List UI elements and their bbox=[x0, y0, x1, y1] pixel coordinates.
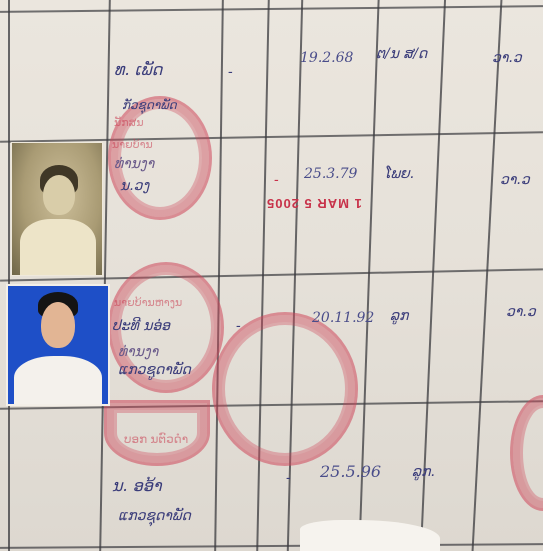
row2-signature: ນ.ວງ bbox=[120, 178, 150, 194]
row3-role: ແກວຊູດາພັດ bbox=[118, 362, 191, 378]
row1-status: ວາ.ວ bbox=[492, 50, 522, 66]
grid-line-horizontal bbox=[0, 5, 543, 13]
blue-portrait-photo bbox=[6, 284, 110, 406]
grid-line-vertical bbox=[472, 0, 503, 551]
old-portrait-photo bbox=[11, 142, 103, 276]
row1-date: 19.2.68 bbox=[300, 50, 354, 66]
row4-code: ລູກ. bbox=[412, 464, 435, 480]
portrait-shirt bbox=[14, 356, 102, 404]
portrait-shirt bbox=[20, 219, 96, 276]
row4-name: ນ. ອອ້າ bbox=[112, 476, 162, 495]
row2-dash: - bbox=[274, 172, 279, 188]
row3-name: ປະທີ ນອ່ອ bbox=[112, 318, 171, 334]
red-stamp-circle bbox=[212, 312, 358, 466]
row1-role-line2: ນັກສນ bbox=[114, 117, 144, 129]
row4-date: 25.5.96 bbox=[320, 462, 382, 481]
row2-date: 25.3.79 bbox=[304, 166, 358, 182]
row2-code: ໂພຍ. bbox=[384, 166, 415, 182]
row3-stamp-side: ນາຍບ້ານຫາງນ bbox=[114, 297, 183, 309]
row1-role-line1: ກັວຊຸດາພັດ bbox=[122, 98, 177, 112]
row2-date-stamp: 1 MAR 5 2005 bbox=[266, 196, 362, 211]
grid-line-horizontal bbox=[0, 543, 543, 549]
row1-code: ຕ/ນ ສ/ດ bbox=[376, 46, 428, 62]
row3-status: ວາ.ວ bbox=[506, 304, 536, 320]
row1-name: ທ. ເພັດ bbox=[114, 60, 163, 79]
row3-office: ທ່ານງາ bbox=[118, 344, 159, 360]
portrait-face bbox=[43, 175, 75, 215]
row1-dash: - bbox=[228, 64, 233, 80]
row2-stamp-side: ນາຍບ້ານ bbox=[112, 139, 153, 151]
row2-office: ທ່ານງາ bbox=[114, 156, 155, 172]
row4-role: ແກວຊຸດາພັດ bbox=[118, 508, 191, 524]
grid-line-vertical bbox=[8, 0, 10, 551]
portrait-face bbox=[41, 302, 75, 348]
row4-dash: - bbox=[286, 470, 291, 486]
row3-dash: - bbox=[236, 318, 241, 334]
row3-code: ລູກ bbox=[390, 308, 409, 324]
red-stamp-circle bbox=[510, 395, 543, 511]
row3-date: 20.11.92 bbox=[312, 310, 375, 326]
torn-paper-edge bbox=[300, 520, 440, 551]
row2-status: ວາ.ວ bbox=[500, 172, 530, 188]
row4-header: ບອກ ນຕົວດຳ bbox=[124, 432, 189, 446]
